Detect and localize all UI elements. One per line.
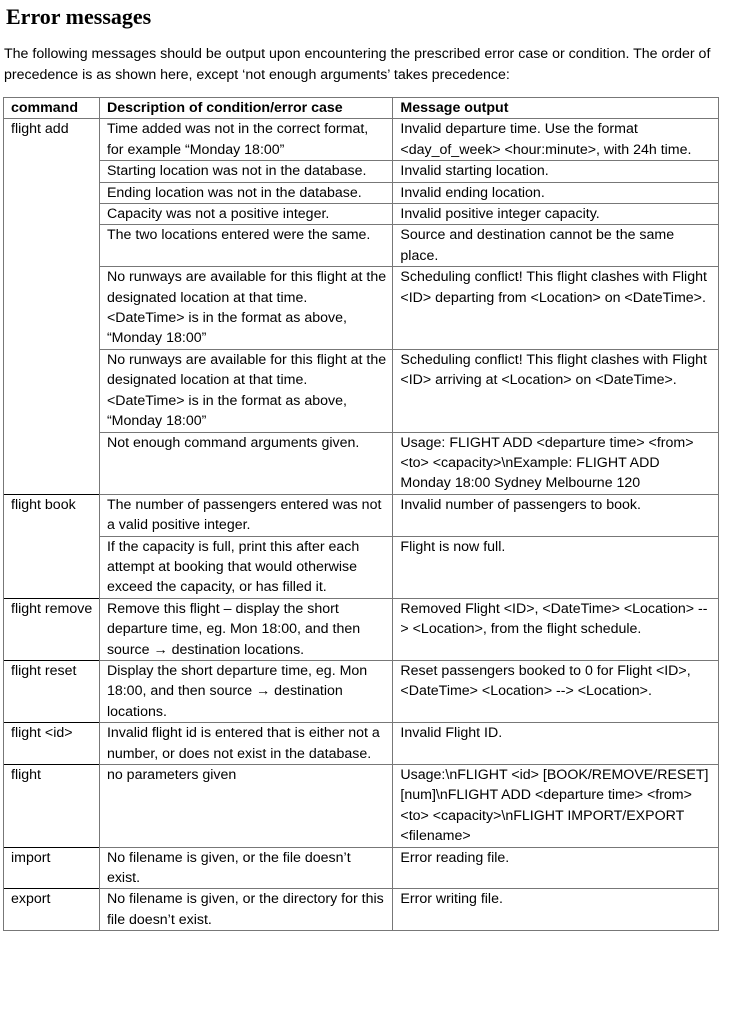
condition-cell: Ending location was not in the database. [99,182,392,203]
table-row [4,765,719,848]
table-row [4,182,719,203]
condition-cell: No filename is given, or the directory for this file doesn’t exist. [99,889,392,931]
command-cell [4,204,100,225]
command-cell: flight reset [4,660,100,722]
message-cell: Invalid number of passengers to book. [393,494,719,536]
message-cell: Scheduling conflict! This flight clashes with Flight <ID> arriving at <Location> on <DateTime>. [393,349,719,432]
command-cell [4,349,100,432]
message-cell: Removed Flight <ID>, <DateTime> <Location> --> <Location>, from the flight schedule. [393,598,719,660]
table-row [4,267,719,350]
message-cell: Error writing file. [393,889,719,931]
table-row [4,349,719,432]
table-row [4,204,719,225]
condition-cell: If the capacity is full, print this after each attempt at booking that would otherwise exceed the capacity, or has filled it. [99,536,392,598]
message-cell: Invalid ending location. [393,182,719,203]
command-cell: flight remove [4,598,100,660]
message-cell: Scheduling conflict! This flight clashes with Flight <ID> departing from <Location> on <DateTime>. [393,267,719,350]
command-cell: export [4,889,100,931]
message-cell: Error reading file. [393,847,719,889]
command-cell [4,225,100,267]
intro-paragraph: The following messages should be output upon encountering the prescribed error case or condition. The order of precedence is as shown here, except ‘not enough arguments’ takes precedence: [4,46,711,83]
condition-cell: The number of passengers entered was not a valid positive integer. [99,494,392,536]
condition-cell: Invalid flight id is entered that is either not a number, or does not exist in the database. [99,723,392,765]
condition-cell: Not enough command arguments given. [99,432,392,494]
condition-cell: No filename is given, or the file doesn’t exist. [99,847,392,889]
command-cell [4,536,100,598]
header-condition: Description of condition/error case [99,98,392,119]
command-cell [4,432,100,494]
condition-cell: Capacity was not a positive integer. [99,204,392,225]
header-message: Message output [393,98,719,119]
header-command: command [4,98,100,119]
command-cell [4,267,100,350]
condition-cell: Remove this flight – display the short departure time, eg. Mon 18:00, and then source → destination locations. [99,598,392,660]
table-row [4,660,719,722]
condition-cell: Time added was not in the correct format, for example “Monday 18:00” [99,119,392,161]
command-cell: flight book [4,494,100,536]
command-cell: import [4,847,100,889]
table-row [4,119,719,161]
message-cell: Invalid Flight ID. [393,723,719,765]
message-cell: Flight is now full. [393,536,719,598]
command-cell: flight add [4,119,100,161]
table-row [4,723,719,765]
command-cell: flight [4,765,100,848]
condition-cell: No runways are available for this flight at the designated location at that time. <DateTime> is in the format as above, “Monday 18:00” [99,267,392,350]
table-row [4,494,719,536]
error-messages-table [3,97,719,931]
message-cell: Reset passengers booked to 0 for Flight <ID>, <DateTime> <Location> --> <Location>. [393,660,719,722]
message-cell: Source and destination cannot be the same place. [393,225,719,267]
message-cell: Invalid departure time. Use the format <day_of_week> <hour:minute>, with 24h time. [393,119,719,161]
condition-cell: Display the short departure time, eg. Mon 18:00, and then source → destination locations. [99,660,392,722]
command-cell [4,182,100,203]
table-row [4,161,719,182]
command-cell: flight <id> [4,723,100,765]
message-cell: Usage:\nFLIGHT <id> [BOOK/REMOVE/RESET] [num]\nFLIGHT ADD <departure time> <from> <to> <capacity>\nFLIGHT IMPORT/EXPORT <filename> [393,765,719,848]
message-cell: Invalid positive integer capacity. [393,204,719,225]
table-row [4,889,719,931]
message-cell: Usage: FLIGHT ADD <departure time> <from> <to> <capacity>\nExample: FLIGHT ADD Monday 18:00 Sydney Melbourne 120 [393,432,719,494]
table-row [4,225,719,267]
table-header-row [4,98,719,119]
message-cell: Invalid starting location. [393,161,719,182]
page-title: Error messages [6,4,152,29]
command-cell [4,161,100,182]
condition-cell: No runways are available for this flight at the designated location at that time. <DateTime> is in the format as above, “Monday 18:00” [99,349,392,432]
table-row [4,847,719,889]
table-row [4,536,719,598]
table-row [4,598,719,660]
table-row [4,432,719,494]
condition-cell: The two locations entered were the same. [99,225,392,267]
condition-cell: Starting location was not in the database. [99,161,392,182]
condition-cell: no parameters given [99,765,392,848]
